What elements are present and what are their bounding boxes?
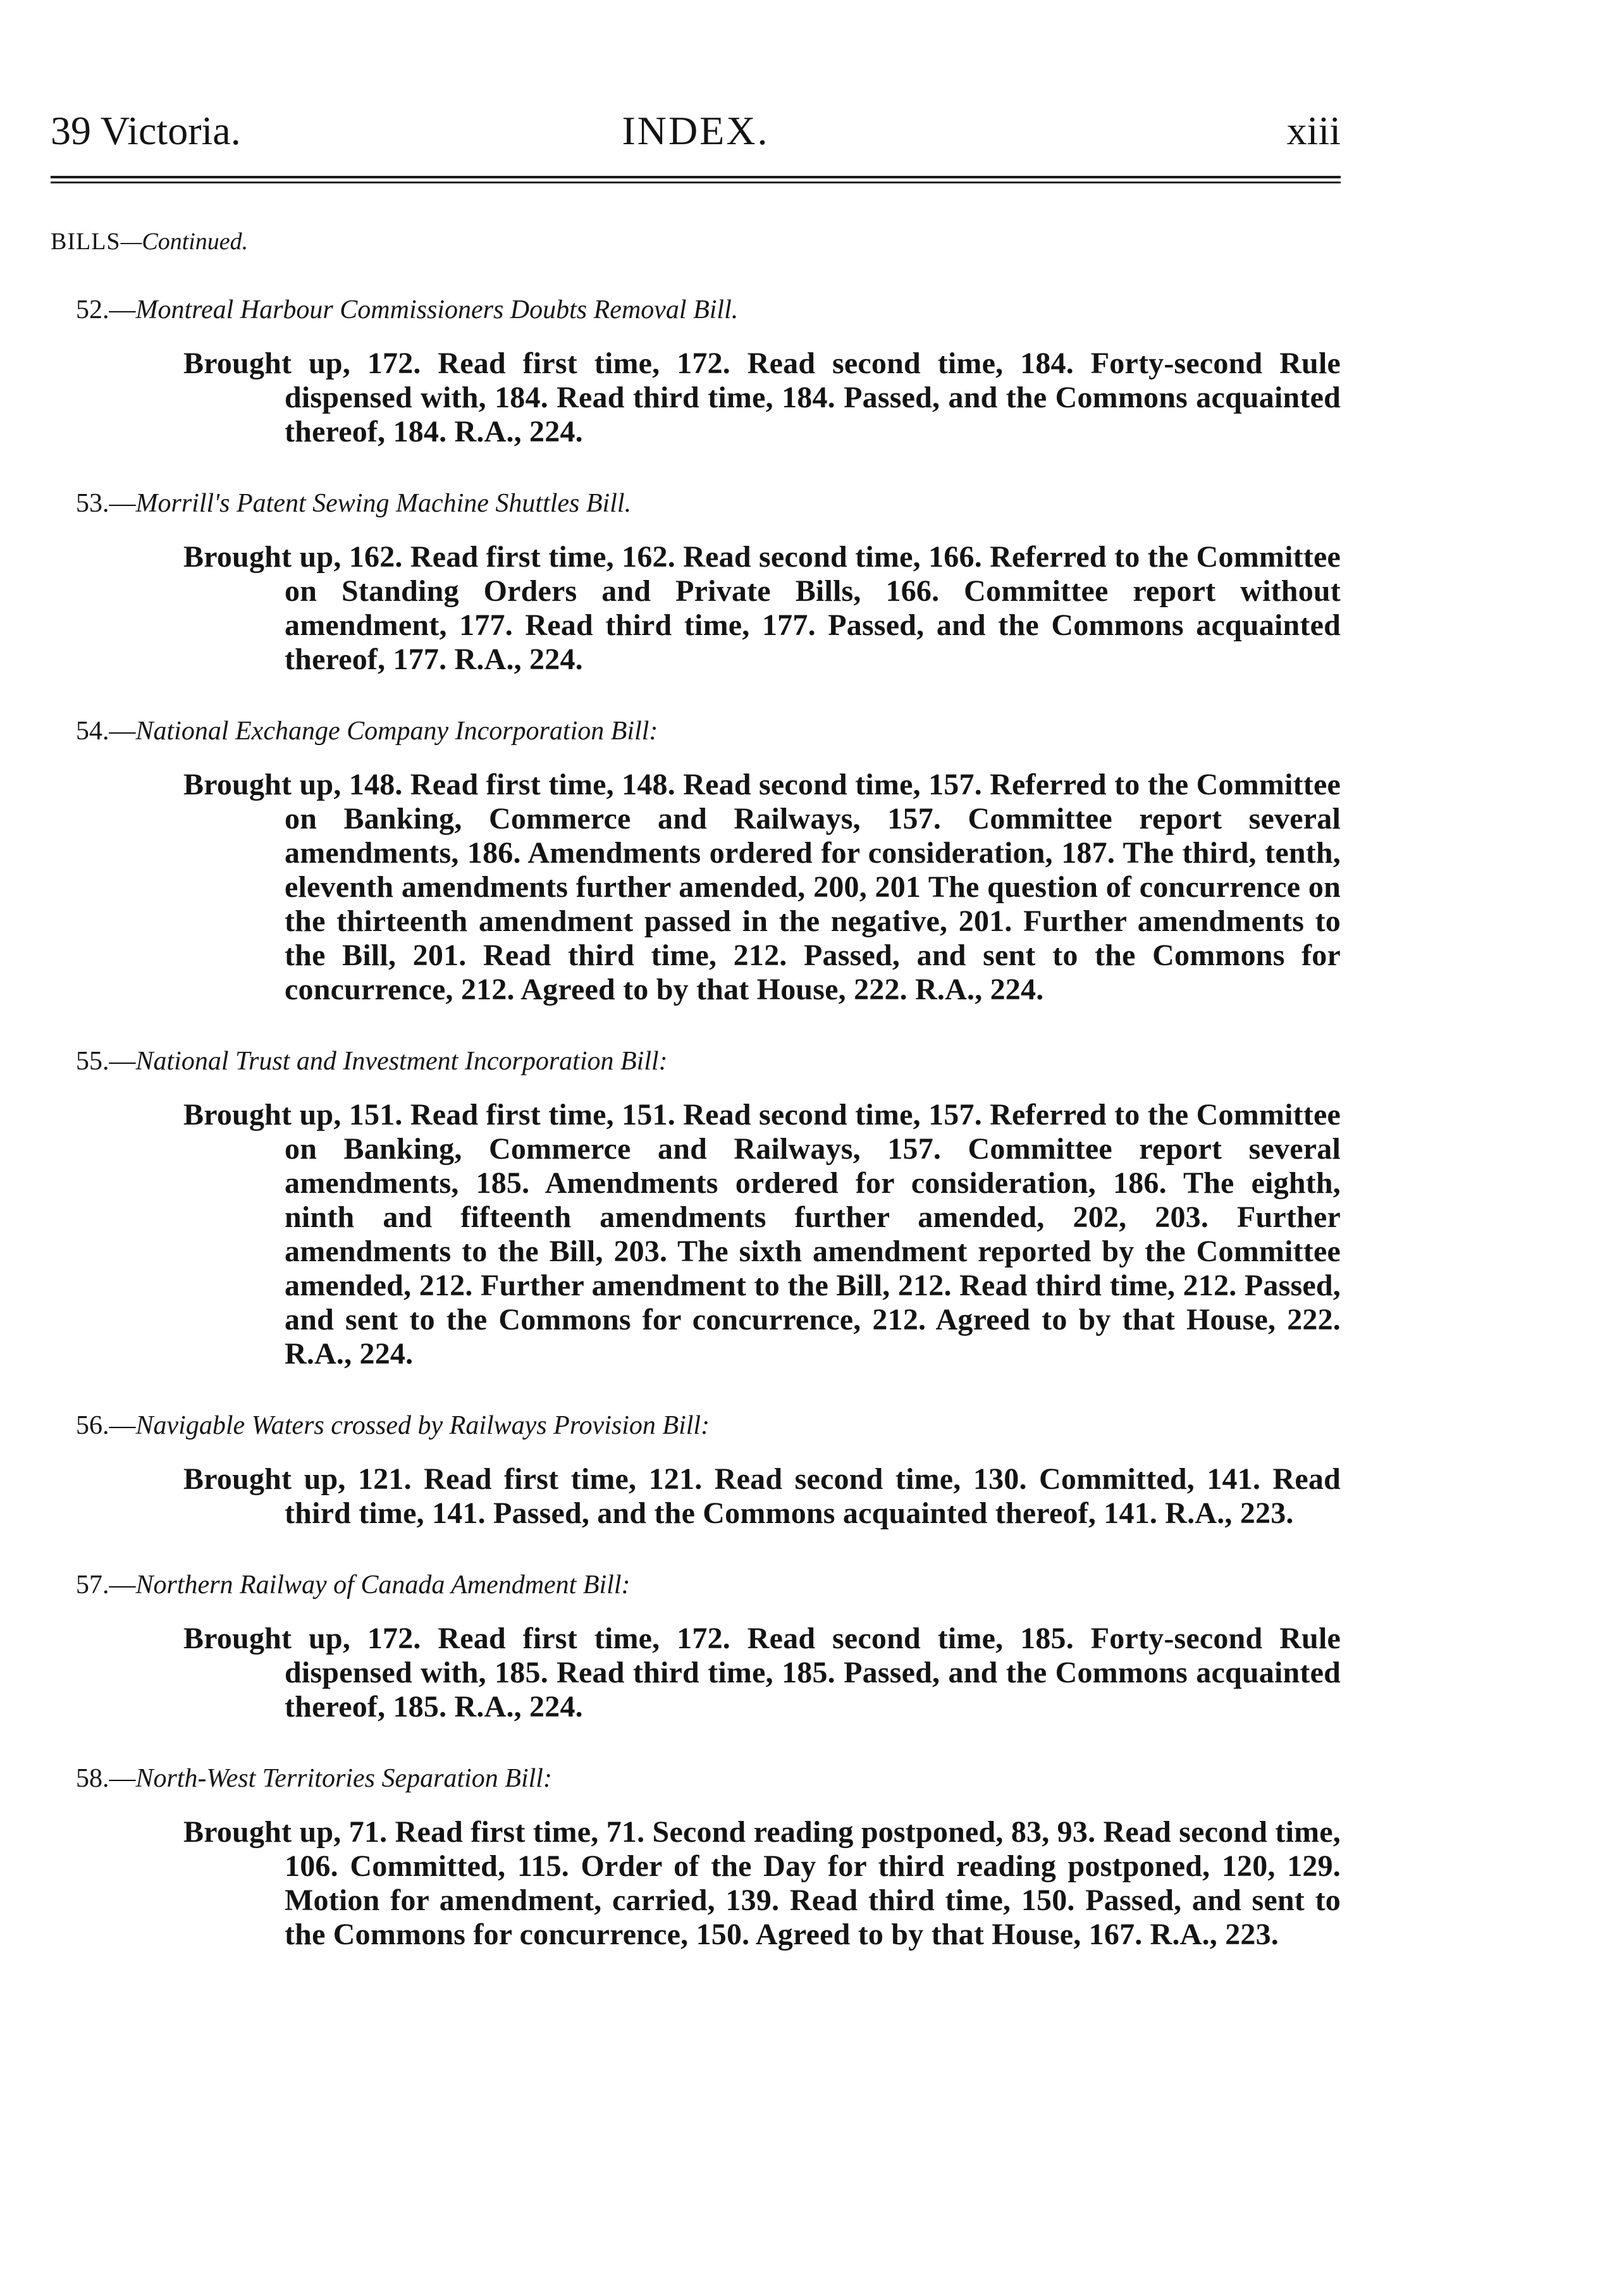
entry-text: Brought up, 172. Read first time, 172. Read second time, 184. Forty-second Rule dispensed with, 184. Read third time, 184. Passed, and the Commons acquainted thereof, 184. R.A., 224. xyxy=(183,347,1341,448)
entry-bill-name: Northern Railway of Canada Amendment Bill: xyxy=(135,1570,631,1600)
entry-number: 58.— xyxy=(76,1764,136,1793)
entry-title xyxy=(51,1046,1341,1076)
entry-text: Brought up, 121. Read first time, 121. Read second time, 130. Committed, 141. Read third time, 141. Passed, and the Commons acquainted thereof, 141. R.A., 223. xyxy=(183,1462,1341,1530)
index-entry xyxy=(51,488,1341,677)
section-heading xyxy=(51,228,1341,256)
running-header xyxy=(51,95,1341,171)
index-entry xyxy=(51,1046,1341,1371)
entry-text: Brought up, 151. Read first time, 151. Read second time, 157. Referred to the Committee on Banking, Commerce and Railways, 157. Committee report several amendments, 185. Amendments ordered for consideration, 186. The eighth, ninth and fifteenth amendments further amended, 202, 203. Further amendments to the Bill, 203. The sixth amendment reported by the Committee amended, 212. Further amendment to the Bill, 212. Read third time, 212. Passed, and sent to the Commons for concurrence, 212. Agreed to by that House, 222. R.A., 224. xyxy=(183,1098,1341,1371)
entry-title xyxy=(51,295,1341,325)
section-continued: —Continued. xyxy=(120,228,249,255)
entry-title xyxy=(51,488,1341,519)
entry-number: 55.— xyxy=(76,1047,136,1076)
entry-title xyxy=(51,1570,1341,1600)
entry-number: 57.— xyxy=(76,1570,136,1600)
entry-text: Brought up, 71. Read first time, 71. Second reading postponed, 83, 93. Read second time, 106. Committed, 115. Order of the Day for third reading postponed, 120, 129. Motion for amendment, carried, 139. Read third time, 150. Passed, and sent to the Commons for concurrence, 150. Agreed to by that House, 167. R.A., 223. xyxy=(183,1815,1341,1951)
entry-number: 53.— xyxy=(76,489,136,518)
index-entry xyxy=(51,295,1341,449)
entry-text: Brought up, 162. Read first time, 162. Read second time, 166. Referred to the Committee on Standing Orders and Private Bills, 166. Committee report without amendment, 177. Read third time, 177. Passed, and the Commons acquainted thereof, 177. R.A., 224. xyxy=(183,540,1341,676)
entry-number: 54.— xyxy=(76,717,136,746)
entry-number: 52.— xyxy=(76,295,136,324)
header-title: INDEX. xyxy=(622,108,770,153)
entry-bill-name: National Exchange Company Incorporation Bill: xyxy=(135,717,658,746)
entry-bill-name: National Trust and Investment Incorporation Bill: xyxy=(135,1047,668,1076)
entry-text: Brought up, 148. Read first time, 148. Read second time, 157. Referred to the Committee on Banking, Commerce and Railways, 157. Committee report several amendments, 186. Amendments ordered for consideration, 187. The third, tenth, eleventh amendments further amended, 200, 201 The question of concurrence on the thirteenth amendment passed in the negative, 201. Further amendments to the Bill, 201. Read third time, 212. Passed, and sent to the Commons for concurrence, 212. Agreed to by that House, 222. R.A., 224. xyxy=(183,768,1341,1006)
entry-bill-name: Montreal Harbour Commissioners Doubts Removal Bill. xyxy=(135,295,739,324)
index-entry xyxy=(51,1570,1341,1724)
index-entry xyxy=(51,1763,1341,1952)
index-entry xyxy=(51,1410,1341,1531)
index-entry xyxy=(51,716,1341,1007)
document-page xyxy=(51,95,1341,1952)
entry-title xyxy=(51,716,1341,746)
header-rule xyxy=(51,176,1341,183)
entry-text: Brought up, 172. Read first time, 172. Read second time, 185. Forty-second Rule dispensed with, 185. Read third time, 185. Passed, and the Commons acquainted thereof, 185. R.A., 224. xyxy=(183,1622,1341,1724)
entry-title xyxy=(51,1410,1341,1441)
header-left: 39 Victoria. xyxy=(51,108,241,153)
entry-bill-name: Navigable Waters crossed by Railways Provision Bill: xyxy=(135,1411,710,1440)
entry-bill-name: Morrill's Patent Sewing Machine Shuttles Bill. xyxy=(135,489,632,518)
page-number: xiii xyxy=(1286,108,1341,153)
entry-bill-name: North-West Territories Separation Bill: xyxy=(135,1764,552,1793)
entry-number: 56.— xyxy=(76,1411,136,1440)
entry-title xyxy=(51,1763,1341,1794)
section-label: BILLS xyxy=(51,228,121,255)
